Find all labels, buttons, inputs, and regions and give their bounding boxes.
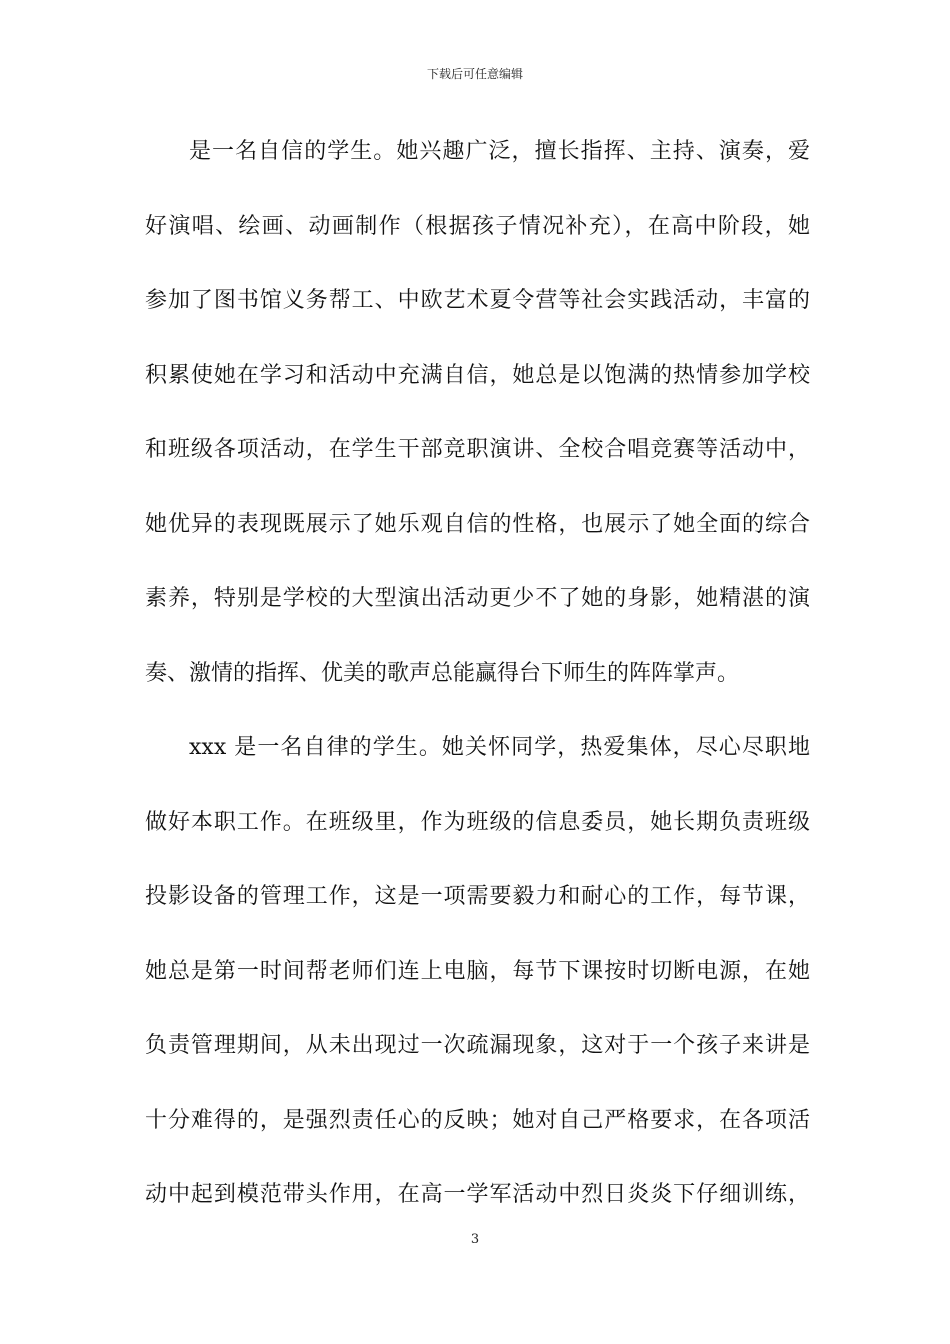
paragraph-line: xxx 是一名自律的学生。她关怀同学，热爱集体，尽心尽职地 [189, 735, 810, 760]
paragraph-line: 投影设备的管理工作，这是一项需要毅力和耐心的工作，每节课， [145, 884, 810, 909]
paragraph-line: 是一名自信的学生。她兴趣广泛，擅长指挥、主持、演奏，爱 [189, 139, 810, 164]
paragraph-line: 她总是第一时间帮老师们连上电脑，每节下课按时切断电源，在她 [145, 958, 810, 984]
paragraph-line: 参加了图书馆义务帮工、中欧艺术夏令营等社会实践活动，丰富的 [145, 288, 810, 313]
page-number: 3 [470, 1232, 480, 1247]
paragraph-line: 动中起到模范带头作用，在高一学军活动中烈日炎炎下仔细训练， [145, 1182, 810, 1207]
paragraph-line: 她优异的表现既展示了她乐观自信的性格，也展示了她全面的综合 [145, 511, 810, 537]
paragraph-line: 做好本职工作。在班级里，作为班级的信息委员，她长期负责班级 [145, 809, 810, 835]
paragraph-line: 负责管理期间，从未出现过一次疏漏现象，这对于一个孩子来讲是 [145, 1033, 810, 1058]
page-header: 下载后可任意编辑 [426, 67, 523, 81]
paragraph-line: 素养，特别是学校的大型演出活动更少不了她的身影，她精湛的演 [145, 586, 810, 611]
paragraph-line: 十分难得的，是强烈责任心的反映；她对自己严格要求，在各项活 [145, 1107, 810, 1133]
body-text [145, 127, 810, 1245]
paragraph-line: 奏、激情的指挥、优美的歌声总能赢得台下师生的阵阵掌声。 [145, 660, 740, 686]
paragraph-line: 好演唱、绘画、动画制作（根据孩子情况补充），在高中阶段，她 [145, 213, 810, 239]
paragraph-line: 积累使她在学习和活动中充满自信，她总是以饱满的热情参加学校 [145, 362, 810, 388]
paragraph-line: 和班级各项活动，在学生干部竞职演讲、全校合唱竞赛等活动中， [145, 437, 810, 462]
